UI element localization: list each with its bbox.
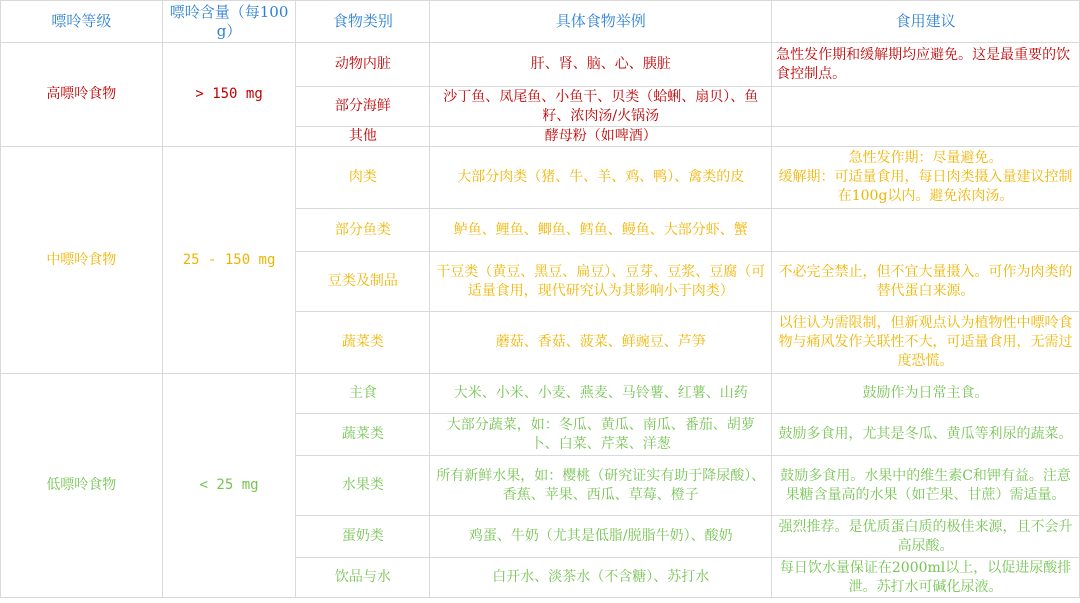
level-cell: 中嘌呤食物 — [1, 147, 163, 374]
header-examples: 具体食物举例 — [430, 1, 772, 43]
category-cell: 豆类及制品 — [296, 252, 430, 312]
examples-cell: 鸡蛋、牛奶（尤其是低脂/脱脂牛奶）、酸奶 — [430, 516, 772, 558]
advice-cell: 以往认为需限制，但新观点认为植物性中嘌呤食物与痛风发作关联性不大，可适量食用，无需过度恐慌。 — [772, 312, 1080, 374]
examples-cell: 蘑菇、香菇、菠菜、鲜豌豆、芦笋 — [430, 312, 772, 374]
advice-cell: 急性发作期和缓解期均应避免。这是最重要的饮食控制点。 — [772, 43, 1080, 87]
examples-cell: 干豆类（黄豆、黑豆、扁豆）、豆芽、豆浆、豆腐（可适量食用，现代研究认为其影响小于肉类） — [430, 252, 772, 312]
advice-cell-empty — [772, 87, 1080, 127]
header-row — [1, 1, 1080, 43]
content-cell: > 150 mg — [162, 43, 296, 147]
table-row — [1, 147, 1080, 209]
header-category: 食物类别 — [296, 1, 430, 43]
category-cell: 部分海鲜 — [296, 87, 430, 127]
content-cell: < 25 mg — [162, 374, 296, 598]
header-content: 嘌呤含量（每100g） — [162, 1, 296, 43]
advice-cell: 急性发作期：尽量避免。 缓解期：可适量食用，每日肉类摄入量建议控制在100g以内。避免浓肉汤。 — [772, 147, 1080, 209]
advice-cell-empty — [772, 127, 1080, 147]
category-cell: 其他 — [296, 127, 430, 147]
advice-cell: 鼓励多食用，尤其是冬瓜、黄瓜等利尿的蔬菜。 — [772, 414, 1080, 456]
level-cell: 高嘌呤食物 — [1, 43, 163, 147]
examples-cell: 大部分蔬菜，如：冬瓜、黄瓜、南瓜、番茄、胡萝卜、白菜、芹菜、洋葱 — [430, 414, 772, 456]
category-cell: 主食 — [296, 374, 430, 414]
category-cell: 动物内脏 — [296, 43, 430, 87]
header-advice: 食用建议 — [772, 1, 1080, 43]
category-cell: 水果类 — [296, 456, 430, 516]
examples-cell: 白开水、淡茶水（不含糖）、苏打水 — [430, 558, 772, 598]
advice-cell-empty — [772, 209, 1080, 252]
advice-cell: 强烈推荐。是优质蛋白质的极佳来源，且不会升高尿酸。 — [772, 516, 1080, 558]
examples-cell: 酵母粉（如啤酒） — [430, 127, 772, 147]
category-cell: 蛋奶类 — [296, 516, 430, 558]
advice-cell: 每日饮水量保证在2000ml以上，以促进尿酸排泄。苏打水可碱化尿液。 — [772, 558, 1080, 598]
category-cell: 蔬菜类 — [296, 312, 430, 374]
category-cell: 肉类 — [296, 147, 430, 209]
advice-cell: 不必完全禁止，但不宜大量摄入。可作为肉类的替代蛋白来源。 — [772, 252, 1080, 312]
level-cell: 低嘌呤食物 — [1, 374, 163, 598]
examples-cell: 大米、小米、小麦、燕麦、马铃薯、红薯、山药 — [430, 374, 772, 414]
examples-cell: 鲈鱼、鲤鱼、鲫鱼、鳕鱼、鳗鱼、大部分虾、蟹 — [430, 209, 772, 252]
table-row — [1, 374, 1080, 414]
content-cell: 25 - 150 mg — [162, 147, 296, 374]
category-cell: 饮品与水 — [296, 558, 430, 598]
header-level: 嘌呤等级 — [1, 1, 163, 43]
category-cell: 蔬菜类 — [296, 414, 430, 456]
advice-cell: 鼓励多食用。水果中的维生素C和钾有益。注意果糖含量高的水果（如芒果、甘蔗）需适量。 — [772, 456, 1080, 516]
advice-cell: 鼓励作为日常主食。 — [772, 374, 1080, 414]
category-cell: 部分鱼类 — [296, 209, 430, 252]
examples-cell: 沙丁鱼、凤尾鱼、小鱼干、贝类（蛤蜊、扇贝）、鱼籽、浓肉汤/火锅汤 — [430, 87, 772, 127]
examples-cell: 所有新鲜水果，如：樱桃（研究证实有助于降尿酸）、香蕉、苹果、西瓜、草莓、橙子 — [430, 456, 772, 516]
examples-cell: 肝、肾、脑、心、胰脏 — [430, 43, 772, 87]
examples-cell: 大部分肉类（猪、牛、羊、鸡、鸭）、禽类的皮 — [430, 147, 772, 209]
table-row — [1, 43, 1080, 87]
